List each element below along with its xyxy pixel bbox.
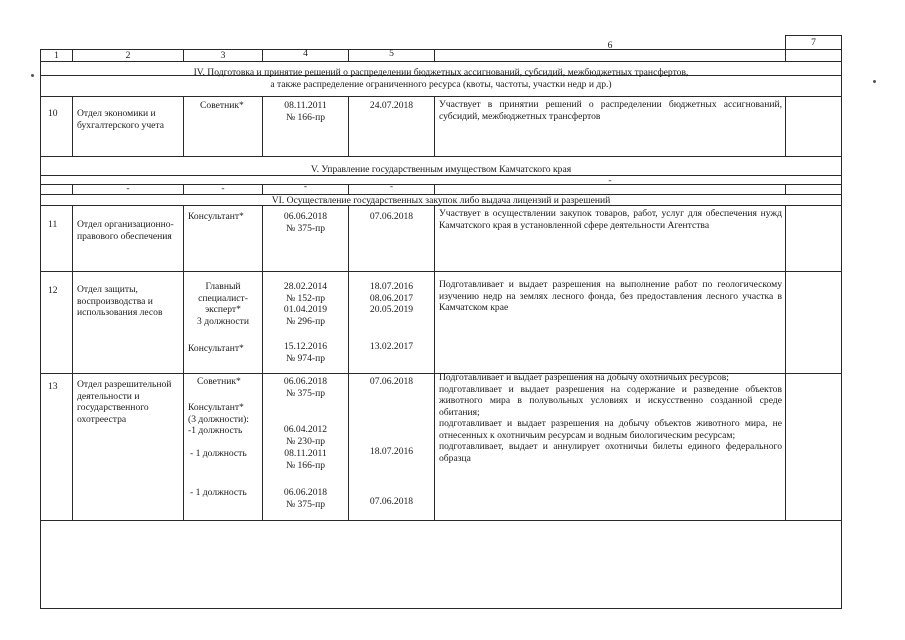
section-v-title: V. Управление государственным имуществом Камчатского края	[310, 164, 572, 175]
dash-cell: -	[389, 181, 394, 192]
row-number: 10	[48, 108, 58, 119]
order-reference: 15.12.2016 № 974-пр	[283, 341, 328, 364]
effective-date: 18.07.2016 08.06.2017 20.05.2019	[369, 281, 414, 315]
order-reference: 08.11.2011 № 166-пр	[284, 100, 327, 123]
department-name: Отдел защиты, воспроизводства и использования лесов	[77, 284, 163, 318]
dash-cell: -	[126, 183, 130, 194]
department-name: Отдел разрешительной деятельности и государственного охотреестра	[77, 379, 172, 425]
position-title: - 1 должность	[190, 487, 247, 498]
effective-date: 18.07.2016	[369, 446, 414, 457]
effective-date: 24.07.2018	[369, 100, 414, 111]
position-title: Главный специалист- эксперт* 3 должности	[197, 281, 249, 327]
order-reference: 06.06.2018 № 375-пр	[283, 487, 328, 510]
scan-speck	[31, 74, 34, 77]
col-num-5: 5	[389, 48, 394, 59]
scan-speck	[873, 80, 876, 83]
section-iv-subtitle: а также распределение ограниченного ресурса (квоты, частоты, участки недр и др.)	[270, 79, 612, 90]
department-name: Отдел организационно-правового обеспечения	[77, 219, 174, 242]
row-number: 12	[48, 285, 58, 296]
effective-date: 07.06.2018	[369, 496, 414, 507]
order-reference: 06.06.2018 № 375-пр	[283, 376, 328, 399]
col-num-6: 6	[607, 40, 613, 51]
col-num-3: 3	[220, 50, 226, 61]
effective-date: 07.06.2018	[369, 211, 414, 222]
position-title: Консультант*	[188, 211, 244, 222]
effective-date: 07.06.2018	[369, 376, 414, 387]
effective-date: 13.02.2017	[369, 341, 414, 352]
duties-description: Участвует в осуществлении закупок товаров, работ, услуг для обеспечения нужд Камчатского края в установленной сфере деятельности Агентства	[439, 208, 782, 231]
row-number: 13	[48, 381, 58, 392]
position-title: Советник*	[200, 100, 244, 111]
col-num-2: 2	[125, 50, 131, 61]
department-name: Отдел экономики и бухгалтерского учета	[77, 108, 164, 131]
col-num-1: 1	[54, 50, 59, 61]
duties-description: Подготавливает и выдает разрешения на добычу охотничьих ресурсов; подготавливает и выдает разрешения на содержание и разведение объектов животного мира в полувольных условиях и искусственно созданной среде обитания; подготавливает и выдает разрешения на добычу объектов животного мира, не отнесенных к охотничьим ресурсам и водным биологическим ресурсам; подготавливает, выдает и аннулирует охотничьи билеты единого федерального образца	[439, 372, 782, 464]
order-reference: 06.04.2012 № 230-пр	[283, 424, 328, 447]
col-num-4: 4	[303, 48, 308, 59]
dash-cell: -	[303, 181, 308, 192]
row-number: 11	[48, 219, 58, 230]
order-reference: 28.02.2014 № 152-пр 01.04.2019 № 296-пр	[283, 281, 328, 327]
dash-cell: -	[221, 183, 225, 194]
duties-description: Участвует в принятии решений о распределении бюджетных ассигнований, субсидий, межбюджетных трансфертов	[439, 99, 782, 122]
duties-description: Подготавливает и выдает разрешения на выполнение работ по геологическому изучению недр на землях лесного фонда, без предоставления лесного участка в Камчатском крае	[439, 279, 782, 313]
col-num-7: 7	[811, 37, 816, 48]
section-vi-title: VI. Осуществление государственных закупок либо выдача лицензий и разрешений	[271, 195, 611, 206]
position-title: Советник*	[197, 376, 241, 387]
order-reference: 06.06.2018 № 375-пр	[283, 211, 328, 234]
section-iv-title: IV. Подготовка и принятие решений о распределении бюджетных ассигнований, субсидий, межбюджетных трансфертов,	[193, 67, 689, 78]
position-title: - 1 должность	[190, 448, 247, 459]
order-reference: 08.11.2011 № 166-пр	[284, 448, 327, 471]
position-title: Консультант* (3 должности): -1 должность	[188, 402, 249, 436]
dash-cell: -	[608, 175, 612, 186]
position-title: Консультант*	[188, 343, 244, 354]
